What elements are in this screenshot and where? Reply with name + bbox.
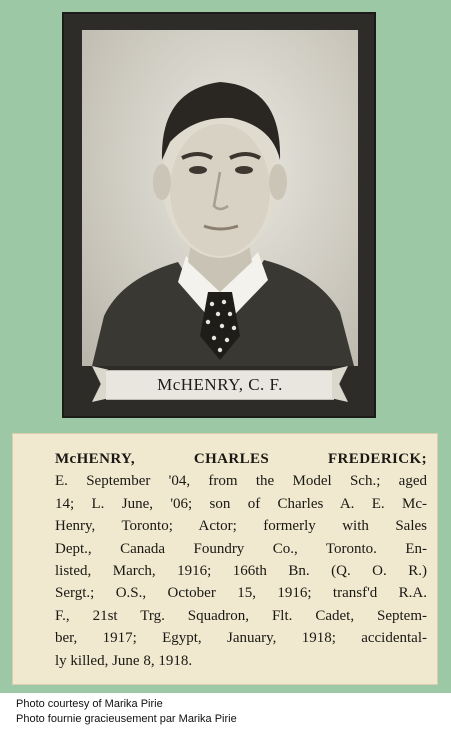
biography-line: Sergt.; O.S., October 15, 1916; transf'd R.A. <box>55 585 427 602</box>
biography-line: listed, March, 1916; 166th Bn. (Q. O. R.) <box>55 563 427 580</box>
photo-credits <box>16 697 237 727</box>
credit-english: Photo courtesy of Marika Pirie <box>16 698 163 710</box>
portrait-photo <box>82 30 358 366</box>
portrait-caption: McHENRY, C. F. <box>106 370 334 400</box>
credit-french: Photo fournie gracieusement par Marika Pirie <box>16 713 237 725</box>
biography-heading: McHENRY, CHARLES FREDERICK; <box>55 451 427 467</box>
biography-text <box>55 448 427 672</box>
portrait-illustration <box>82 30 358 366</box>
name-ribbon <box>92 366 348 402</box>
ribbon-end-right <box>332 366 348 402</box>
biography-line: F., 21st Trg. Squadron, Flt. Cadet, Septem- <box>55 607 427 624</box>
biography-line: ly killed, June 8, 1918. <box>55 652 193 669</box>
biography-line: ber, 1917; Egypt, January, 1918; accidental- <box>55 630 427 647</box>
biography-line: Dept., Canada Foundry Co., Toronto. En- <box>55 540 427 557</box>
biography-line: Henry, Toronto; Actor; formerly with Sales <box>55 518 427 535</box>
biography-line: 14; L. June, '06; son of Charles A. E. Mc- <box>55 495 427 512</box>
biography-line: E. September '04, from the Model Sch.; aged <box>55 473 427 490</box>
portrait-frame <box>62 12 376 418</box>
biography-card <box>13 434 437 684</box>
